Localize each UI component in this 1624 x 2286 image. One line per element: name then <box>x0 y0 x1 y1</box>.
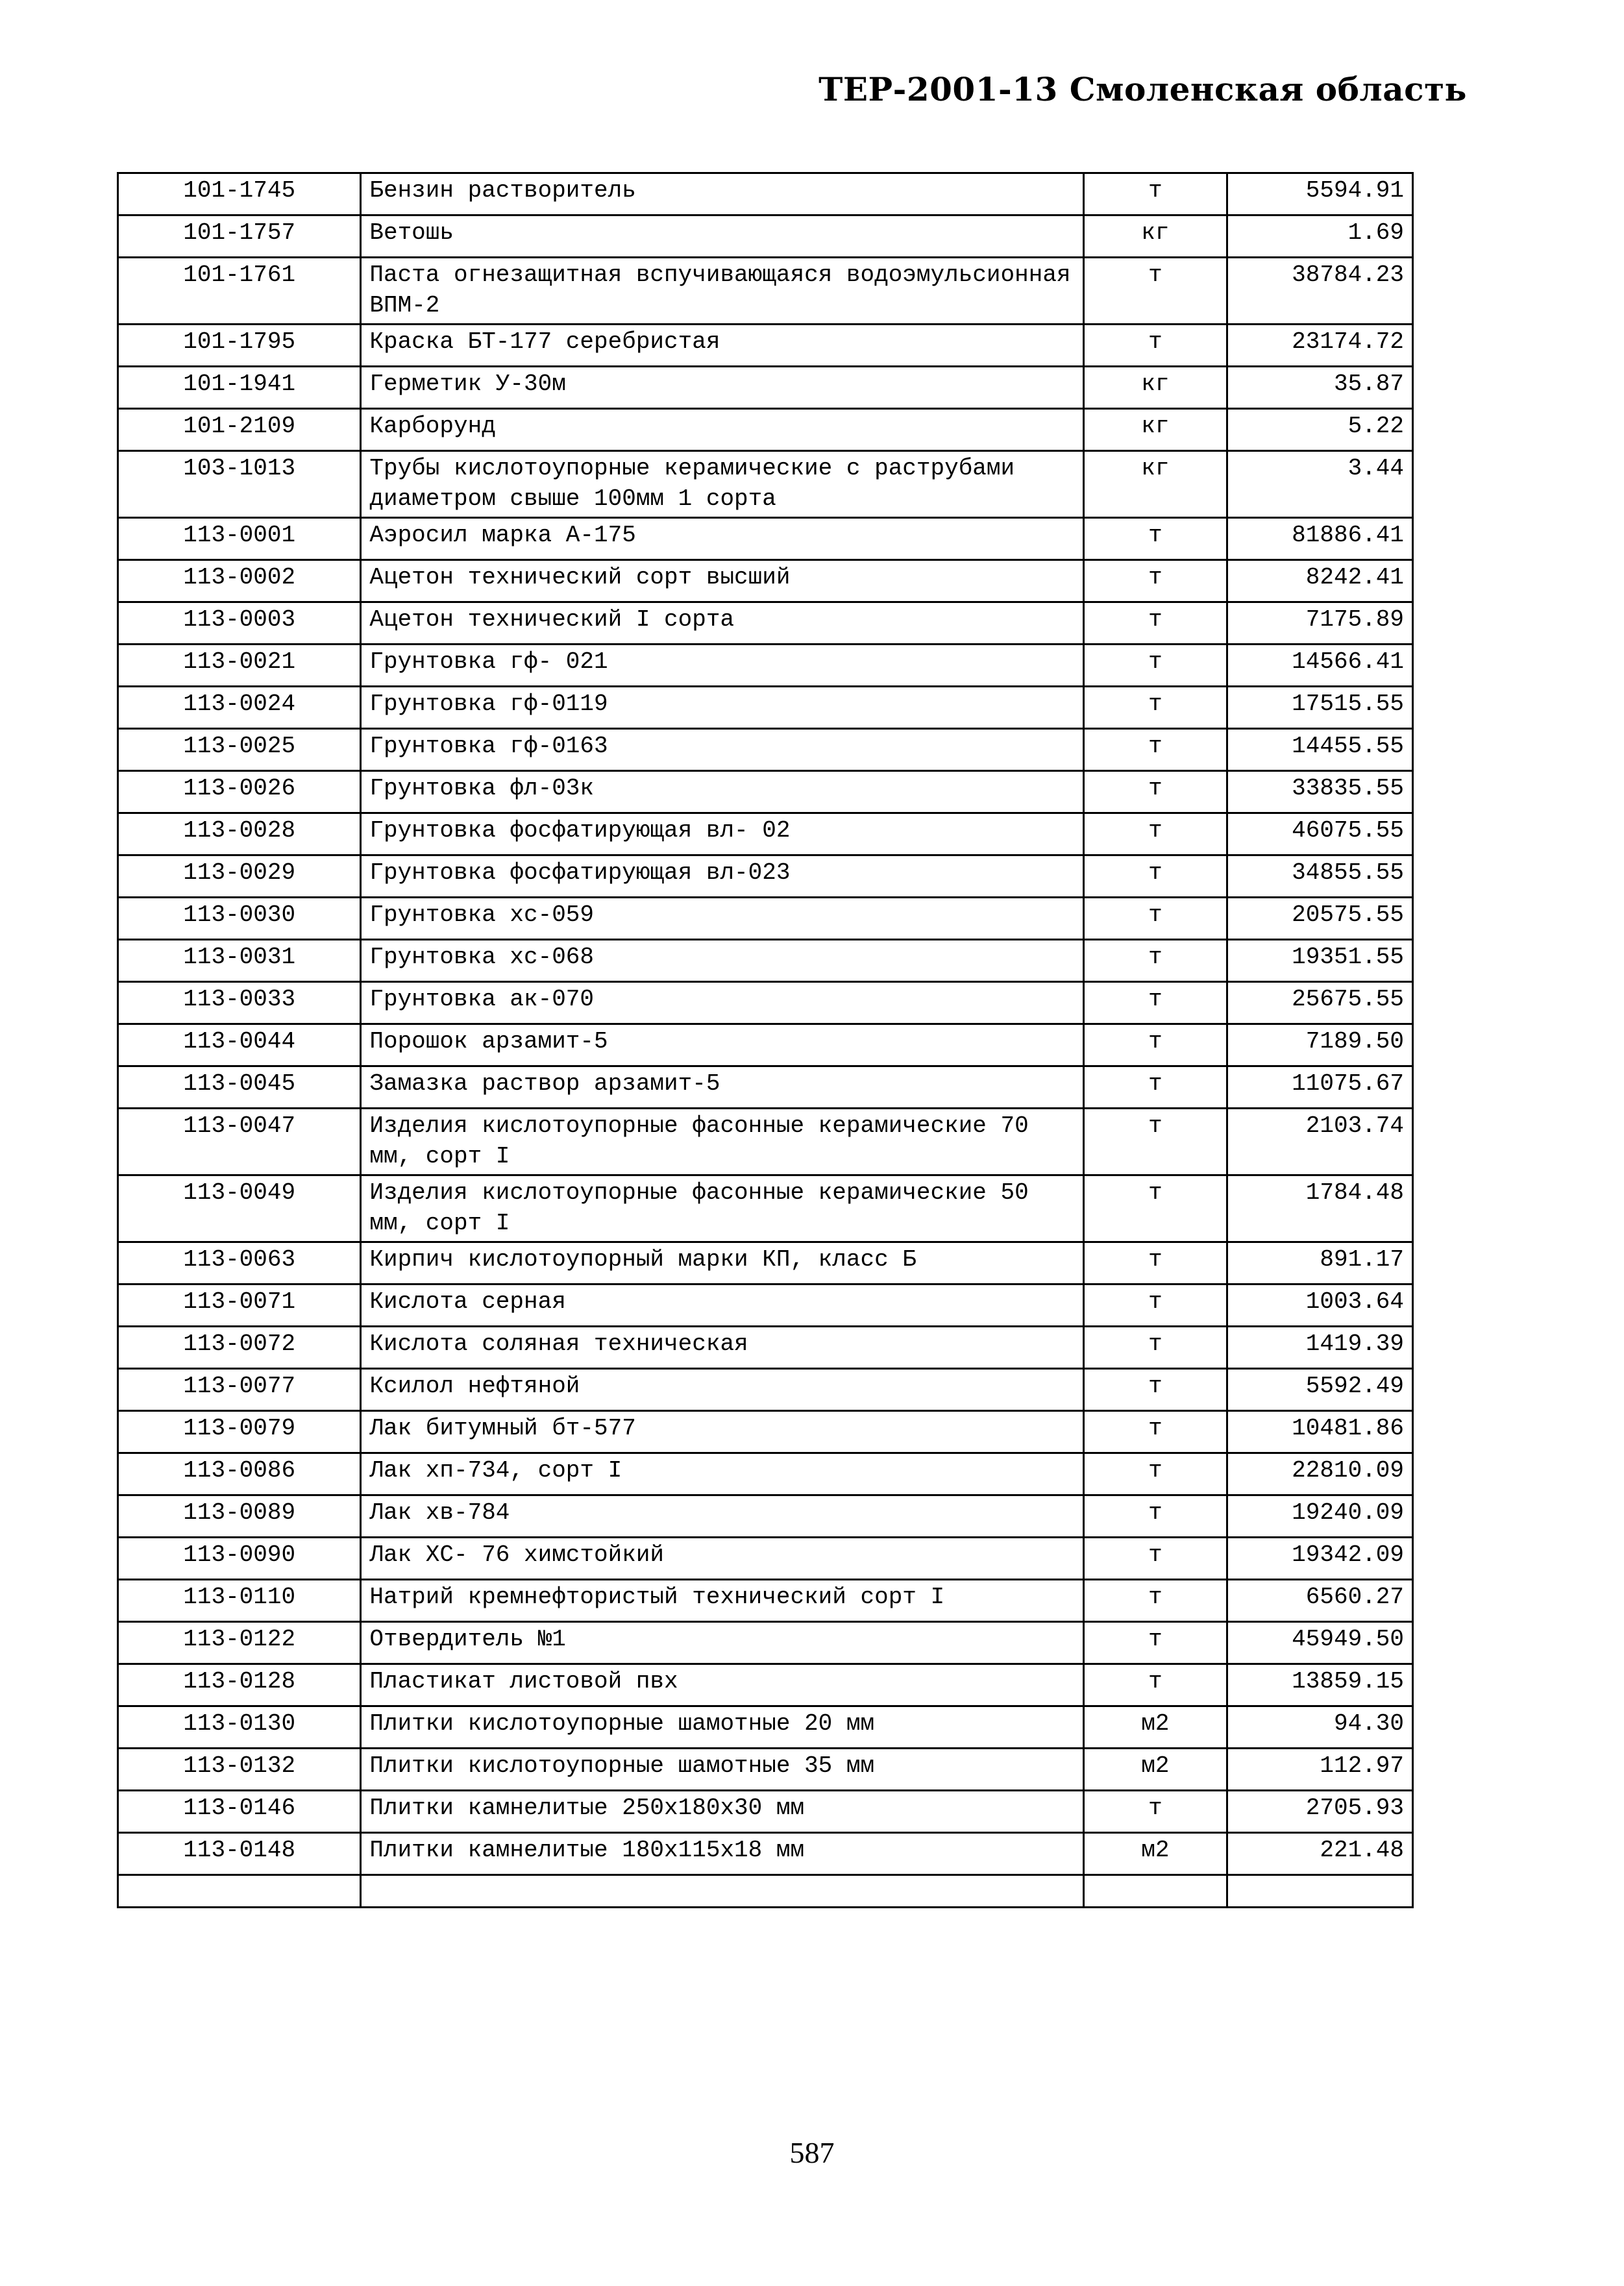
table-row <box>118 173 1413 215</box>
price-cell: 1419.39 <box>1227 1327 1413 1369</box>
table-row <box>118 451 1413 518</box>
name-cell: Замазка раствор арзамит-5 <box>361 1066 1083 1109</box>
table-row <box>118 215 1413 258</box>
code-cell: 113-0086 <box>118 1453 361 1495</box>
table-row <box>118 1175 1413 1242</box>
table-row <box>118 687 1413 729</box>
name-cell: Аэросил марка А-175 <box>361 518 1083 560</box>
unit-cell: т <box>1083 325 1227 367</box>
table-row <box>118 1066 1413 1109</box>
name-cell: Пластикат листовой пвх <box>361 1664 1083 1706</box>
unit-cell: т <box>1083 1580 1227 1622</box>
price-cell: 33835.55 <box>1227 771 1413 813</box>
code-cell: 113-0071 <box>118 1284 361 1327</box>
table-row <box>118 940 1413 982</box>
unit-cell: т <box>1083 560 1227 602</box>
unit-cell: кг <box>1083 409 1227 451</box>
code-cell: 113-0024 <box>118 687 361 729</box>
code-cell: 113-0130 <box>118 1706 361 1749</box>
price-cell: 46075.55 <box>1227 813 1413 855</box>
name-cell: Лак ХС- 76 химстойкий <box>361 1538 1083 1580</box>
table-row <box>118 1580 1413 1622</box>
unit-cell: м2 <box>1083 1749 1227 1791</box>
code-cell: 113-0031 <box>118 940 361 982</box>
name-cell: Паста огнезащитная вспучивающаяся водоэмульсионная ВПМ-2 <box>361 258 1083 325</box>
unit-cell: т <box>1083 1791 1227 1833</box>
price-cell: 2103.74 <box>1227 1109 1413 1175</box>
code-cell: 113-0077 <box>118 1369 361 1411</box>
table-row <box>118 1327 1413 1369</box>
price-cell: 19351.55 <box>1227 940 1413 982</box>
code-cell: 113-0001 <box>118 518 361 560</box>
price-cell: 10481.86 <box>1227 1411 1413 1453</box>
code-cell: 113-0148 <box>118 1833 361 1875</box>
price-cell: 1784.48 <box>1227 1175 1413 1242</box>
table-row <box>118 1453 1413 1495</box>
table-row <box>118 1749 1413 1791</box>
name-cell: Плитки кислотоупорные шамотные 35 мм <box>361 1749 1083 1791</box>
code-cell: 113-0132 <box>118 1749 361 1791</box>
table-row <box>118 409 1413 451</box>
code-cell: 113-0045 <box>118 1066 361 1109</box>
table-row <box>118 982 1413 1024</box>
name-cell: Кислота серная <box>361 1284 1083 1327</box>
price-cell: 2705.93 <box>1227 1791 1413 1833</box>
table-row <box>118 729 1413 771</box>
code-cell: 113-0028 <box>118 813 361 855</box>
price-cell: 14566.41 <box>1227 645 1413 687</box>
unit-cell: т <box>1083 687 1227 729</box>
code-cell: 113-0003 <box>118 602 361 645</box>
table-row <box>118 1411 1413 1453</box>
price-cell: 25675.55 <box>1227 982 1413 1024</box>
price-cell: 112.97 <box>1227 1749 1413 1791</box>
name-cell: Лак хв-784 <box>361 1495 1083 1538</box>
name-cell: Плитки камнелитые 180х115х18 мм <box>361 1833 1083 1875</box>
table-row-empty <box>118 1875 1413 1908</box>
unit-cell: т <box>1083 1327 1227 1369</box>
unit-cell: т <box>1083 645 1227 687</box>
price-cell: 19342.09 <box>1227 1538 1413 1580</box>
code-cell: 113-0146 <box>118 1791 361 1833</box>
code-cell: 113-0047 <box>118 1109 361 1175</box>
code-cell: 113-0090 <box>118 1538 361 1580</box>
unit-cell: т <box>1083 771 1227 813</box>
table-row <box>118 258 1413 325</box>
unit-cell: т <box>1083 1066 1227 1109</box>
name-cell: Изделия кислотоупорные фасонные керамические 70 мм, сорт I <box>361 1109 1083 1175</box>
unit-cell: кг <box>1083 215 1227 258</box>
unit-cell: т <box>1083 1664 1227 1706</box>
name-cell: Грунтовка гф-0119 <box>361 687 1083 729</box>
unit-cell: т <box>1083 1411 1227 1453</box>
page-number: 587 <box>789 2136 835 2169</box>
page-header-title: ТЕР-2001-13 Смоленская область <box>818 70 1467 108</box>
code-cell: 113-0033 <box>118 982 361 1024</box>
price-cell: 7175.89 <box>1227 602 1413 645</box>
price-cell: 35.87 <box>1227 367 1413 409</box>
unit-cell: т <box>1083 258 1227 325</box>
name-cell: Плитки камнелитые 250х180х30 мм <box>361 1791 1083 1833</box>
name-cell: Натрий кремнефтористый технический сорт I <box>361 1580 1083 1622</box>
price-cell: 11075.67 <box>1227 1066 1413 1109</box>
name-cell: Краска БТ-177 серебристая <box>361 325 1083 367</box>
unit-cell: т <box>1083 813 1227 855</box>
code-cell: 101-1757 <box>118 215 361 258</box>
price-cell: 34855.55 <box>1227 855 1413 898</box>
table-row <box>118 1538 1413 1580</box>
price-cell: 20575.55 <box>1227 898 1413 940</box>
unit-cell: т <box>1083 855 1227 898</box>
empty-cell <box>361 1875 1083 1908</box>
code-cell: 113-0026 <box>118 771 361 813</box>
name-cell: Отвердитель №1 <box>361 1622 1083 1664</box>
price-cell: 8242.41 <box>1227 560 1413 602</box>
unit-cell: т <box>1083 1109 1227 1175</box>
name-cell: Бензин растворитель <box>361 173 1083 215</box>
price-cell: 94.30 <box>1227 1706 1413 1749</box>
unit-cell: т <box>1083 898 1227 940</box>
table-row <box>118 1791 1413 1833</box>
unit-cell: т <box>1083 1369 1227 1411</box>
unit-cell: т <box>1083 173 1227 215</box>
code-cell: 113-0110 <box>118 1580 361 1622</box>
code-cell: 113-0072 <box>118 1327 361 1369</box>
unit-cell: т <box>1083 1175 1227 1242</box>
unit-cell: кг <box>1083 367 1227 409</box>
table-row <box>118 771 1413 813</box>
unit-cell: т <box>1083 518 1227 560</box>
table-row <box>118 645 1413 687</box>
name-cell: Грунтовка фосфатирующая вл-023 <box>361 855 1083 898</box>
unit-cell: т <box>1083 1622 1227 1664</box>
price-cell: 7189.50 <box>1227 1024 1413 1066</box>
code-cell: 113-0030 <box>118 898 361 940</box>
code-cell: 113-0079 <box>118 1411 361 1453</box>
price-cell: 5594.91 <box>1227 173 1413 215</box>
table-row <box>118 1109 1413 1175</box>
code-cell: 101-1941 <box>118 367 361 409</box>
name-cell: Карборунд <box>361 409 1083 451</box>
name-cell: Грунтовка хс-068 <box>361 940 1083 982</box>
price-cell: 45949.50 <box>1227 1622 1413 1664</box>
name-cell: Изделия кислотоупорные фасонные керамические 50 мм, сорт I <box>361 1175 1083 1242</box>
table-row <box>118 1369 1413 1411</box>
empty-cell <box>118 1875 361 1908</box>
code-cell: 101-1761 <box>118 258 361 325</box>
name-cell: Грунтовка фосфатирующая вл- 02 <box>361 813 1083 855</box>
price-cell: 19240.09 <box>1227 1495 1413 1538</box>
name-cell: Ацетон технический сорт высший <box>361 560 1083 602</box>
table-row <box>118 1706 1413 1749</box>
unit-cell: т <box>1083 982 1227 1024</box>
name-cell: Грунтовка фл-03к <box>361 771 1083 813</box>
price-cell: 14455.55 <box>1227 729 1413 771</box>
unit-cell: т <box>1083 602 1227 645</box>
unit-cell: т <box>1083 729 1227 771</box>
code-cell: 113-0063 <box>118 1242 361 1284</box>
unit-cell: т <box>1083 1242 1227 1284</box>
name-cell: Кислота соляная техническая <box>361 1327 1083 1369</box>
price-cell: 221.48 <box>1227 1833 1413 1875</box>
name-cell: Грунтовка хс-059 <box>361 898 1083 940</box>
name-cell: Ацетон технический I сорта <box>361 602 1083 645</box>
table-row <box>118 898 1413 940</box>
price-cell: 3.44 <box>1227 451 1413 518</box>
unit-cell: м2 <box>1083 1833 1227 1875</box>
code-cell: 113-0089 <box>118 1495 361 1538</box>
table-row <box>118 1284 1413 1327</box>
name-cell: Грунтовка гф- 021 <box>361 645 1083 687</box>
unit-cell: т <box>1083 1538 1227 1580</box>
name-cell: Ветошь <box>361 215 1083 258</box>
table-row <box>118 560 1413 602</box>
table-row <box>118 1664 1413 1706</box>
table-row <box>118 602 1413 645</box>
table-row <box>118 1495 1413 1538</box>
name-cell: Лак хп-734, сорт I <box>361 1453 1083 1495</box>
table-body <box>118 173 1413 1908</box>
code-cell: 113-0025 <box>118 729 361 771</box>
unit-cell: т <box>1083 940 1227 982</box>
price-cell: 5.22 <box>1227 409 1413 451</box>
unit-cell: т <box>1083 1495 1227 1538</box>
unit-cell: т <box>1083 1453 1227 1495</box>
price-cell: 1003.64 <box>1227 1284 1413 1327</box>
code-cell: 113-0128 <box>118 1664 361 1706</box>
code-cell: 101-1745 <box>118 173 361 215</box>
name-cell: Грунтовка ак-070 <box>361 982 1083 1024</box>
price-cell: 1.69 <box>1227 215 1413 258</box>
name-cell: Трубы кислотоупорные керамические с раструбами диаметром свыше 100мм 1 сорта <box>361 451 1083 518</box>
name-cell: Лак битумный бт-577 <box>361 1411 1083 1453</box>
table-row <box>118 325 1413 367</box>
code-cell: 113-0049 <box>118 1175 361 1242</box>
name-cell: Грунтовка гф-0163 <box>361 729 1083 771</box>
name-cell: Ксилол нефтяной <box>361 1369 1083 1411</box>
table-row <box>118 367 1413 409</box>
code-cell: 103-1013 <box>118 451 361 518</box>
table-row <box>118 1024 1413 1066</box>
name-cell: Плитки кислотоупорные шамотные 20 мм <box>361 1706 1083 1749</box>
name-cell: Кирпич кислотоупорный марки КП, класс Б <box>361 1242 1083 1284</box>
unit-cell: т <box>1083 1284 1227 1327</box>
empty-cell <box>1083 1875 1227 1908</box>
name-cell: Герметик У-30м <box>361 367 1083 409</box>
table-row <box>118 518 1413 560</box>
code-cell: 113-0122 <box>118 1622 361 1664</box>
table-row <box>118 1622 1413 1664</box>
code-cell: 113-0044 <box>118 1024 361 1066</box>
code-cell: 101-1795 <box>118 325 361 367</box>
code-cell: 113-0002 <box>118 560 361 602</box>
materials-price-table <box>117 172 1414 1908</box>
price-cell: 23174.72 <box>1227 325 1413 367</box>
table-row <box>118 855 1413 898</box>
price-cell: 5592.49 <box>1227 1369 1413 1411</box>
empty-cell <box>1227 1875 1413 1908</box>
unit-cell: м2 <box>1083 1706 1227 1749</box>
unit-cell: т <box>1083 1024 1227 1066</box>
price-cell: 22810.09 <box>1227 1453 1413 1495</box>
name-cell: Порошок арзамит-5 <box>361 1024 1083 1066</box>
price-cell: 17515.55 <box>1227 687 1413 729</box>
code-cell: 101-2109 <box>118 409 361 451</box>
unit-cell: кг <box>1083 451 1227 518</box>
table-row <box>118 1833 1413 1875</box>
table-row <box>118 1242 1413 1284</box>
price-cell: 13859.15 <box>1227 1664 1413 1706</box>
price-cell: 891.17 <box>1227 1242 1413 1284</box>
price-cell: 81886.41 <box>1227 518 1413 560</box>
table-row <box>118 813 1413 855</box>
code-cell: 113-0021 <box>118 645 361 687</box>
code-cell: 113-0029 <box>118 855 361 898</box>
price-cell: 6560.27 <box>1227 1580 1413 1622</box>
price-cell: 38784.23 <box>1227 258 1413 325</box>
